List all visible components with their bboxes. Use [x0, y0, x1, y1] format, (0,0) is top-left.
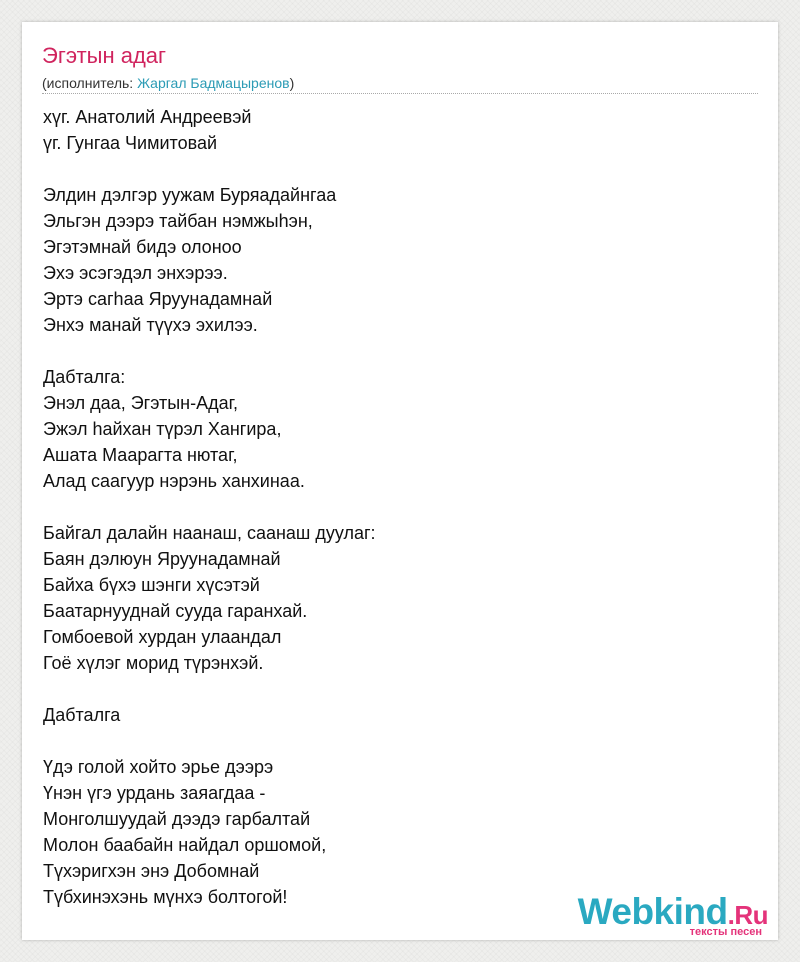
artist-prefix: (исполнитель: — [42, 75, 138, 91]
logo-domain: .Ru — [727, 900, 768, 930]
song-title: Эгэтын адаг — [42, 43, 167, 68]
logo-word: Webkind — [577, 891, 728, 932]
artist-link[interactable]: Жаргал Бадмацыренов — [137, 75, 290, 91]
title-divider — [42, 93, 758, 94]
lyrics-card — [22, 22, 778, 940]
lyrics-text: хүг. Анатолий Андреевэй үг. Гунгаа Чимитовай Элдин дэлгэр уужам Буряадайнгаа Эльгэн дээрэ тайбан нэмжыһэн, Эгэтэмнай бидэ олоноо Эхэ эсэгэдэл энхэрээ. Эртэ сагһаа Яруунадамнай Энхэ манай түүхэ эхилээ. Дабталга: Энэл даа, Эгэтын-Адаг, Эжэл һайхан түрэл Хангира, Ашата Маарагта нютаг, Алад саагуур нэрэнь ханхинаа. Байгал далайн наанаш, саанаш дуулаг: Баян дэлюун Яруунадамнай Байха бүхэ шэнги хүсэтэй Баатарнууднай сууда гаранхай. Гомбоевой хурдан улаандал Гоё хүлэг морид түрэнхэй. Дабталга Үдэ голой хойто эрье дээрэ Үнэн үгэ урдань заяагдаа - Монголшуудай дээдэ гарбалтай Молон баабайн найдал оршомой, Түхэригхэн энэ Добомнай Түбхинэхэнь мүнхэ болтогой! — [43, 107, 376, 907]
artist-suffix: ) — [289, 75, 295, 91]
artist-line — [42, 74, 294, 92]
webkind-logo[interactable] — [577, 891, 774, 940]
logo-tagline: тексты песен — [689, 926, 762, 938]
